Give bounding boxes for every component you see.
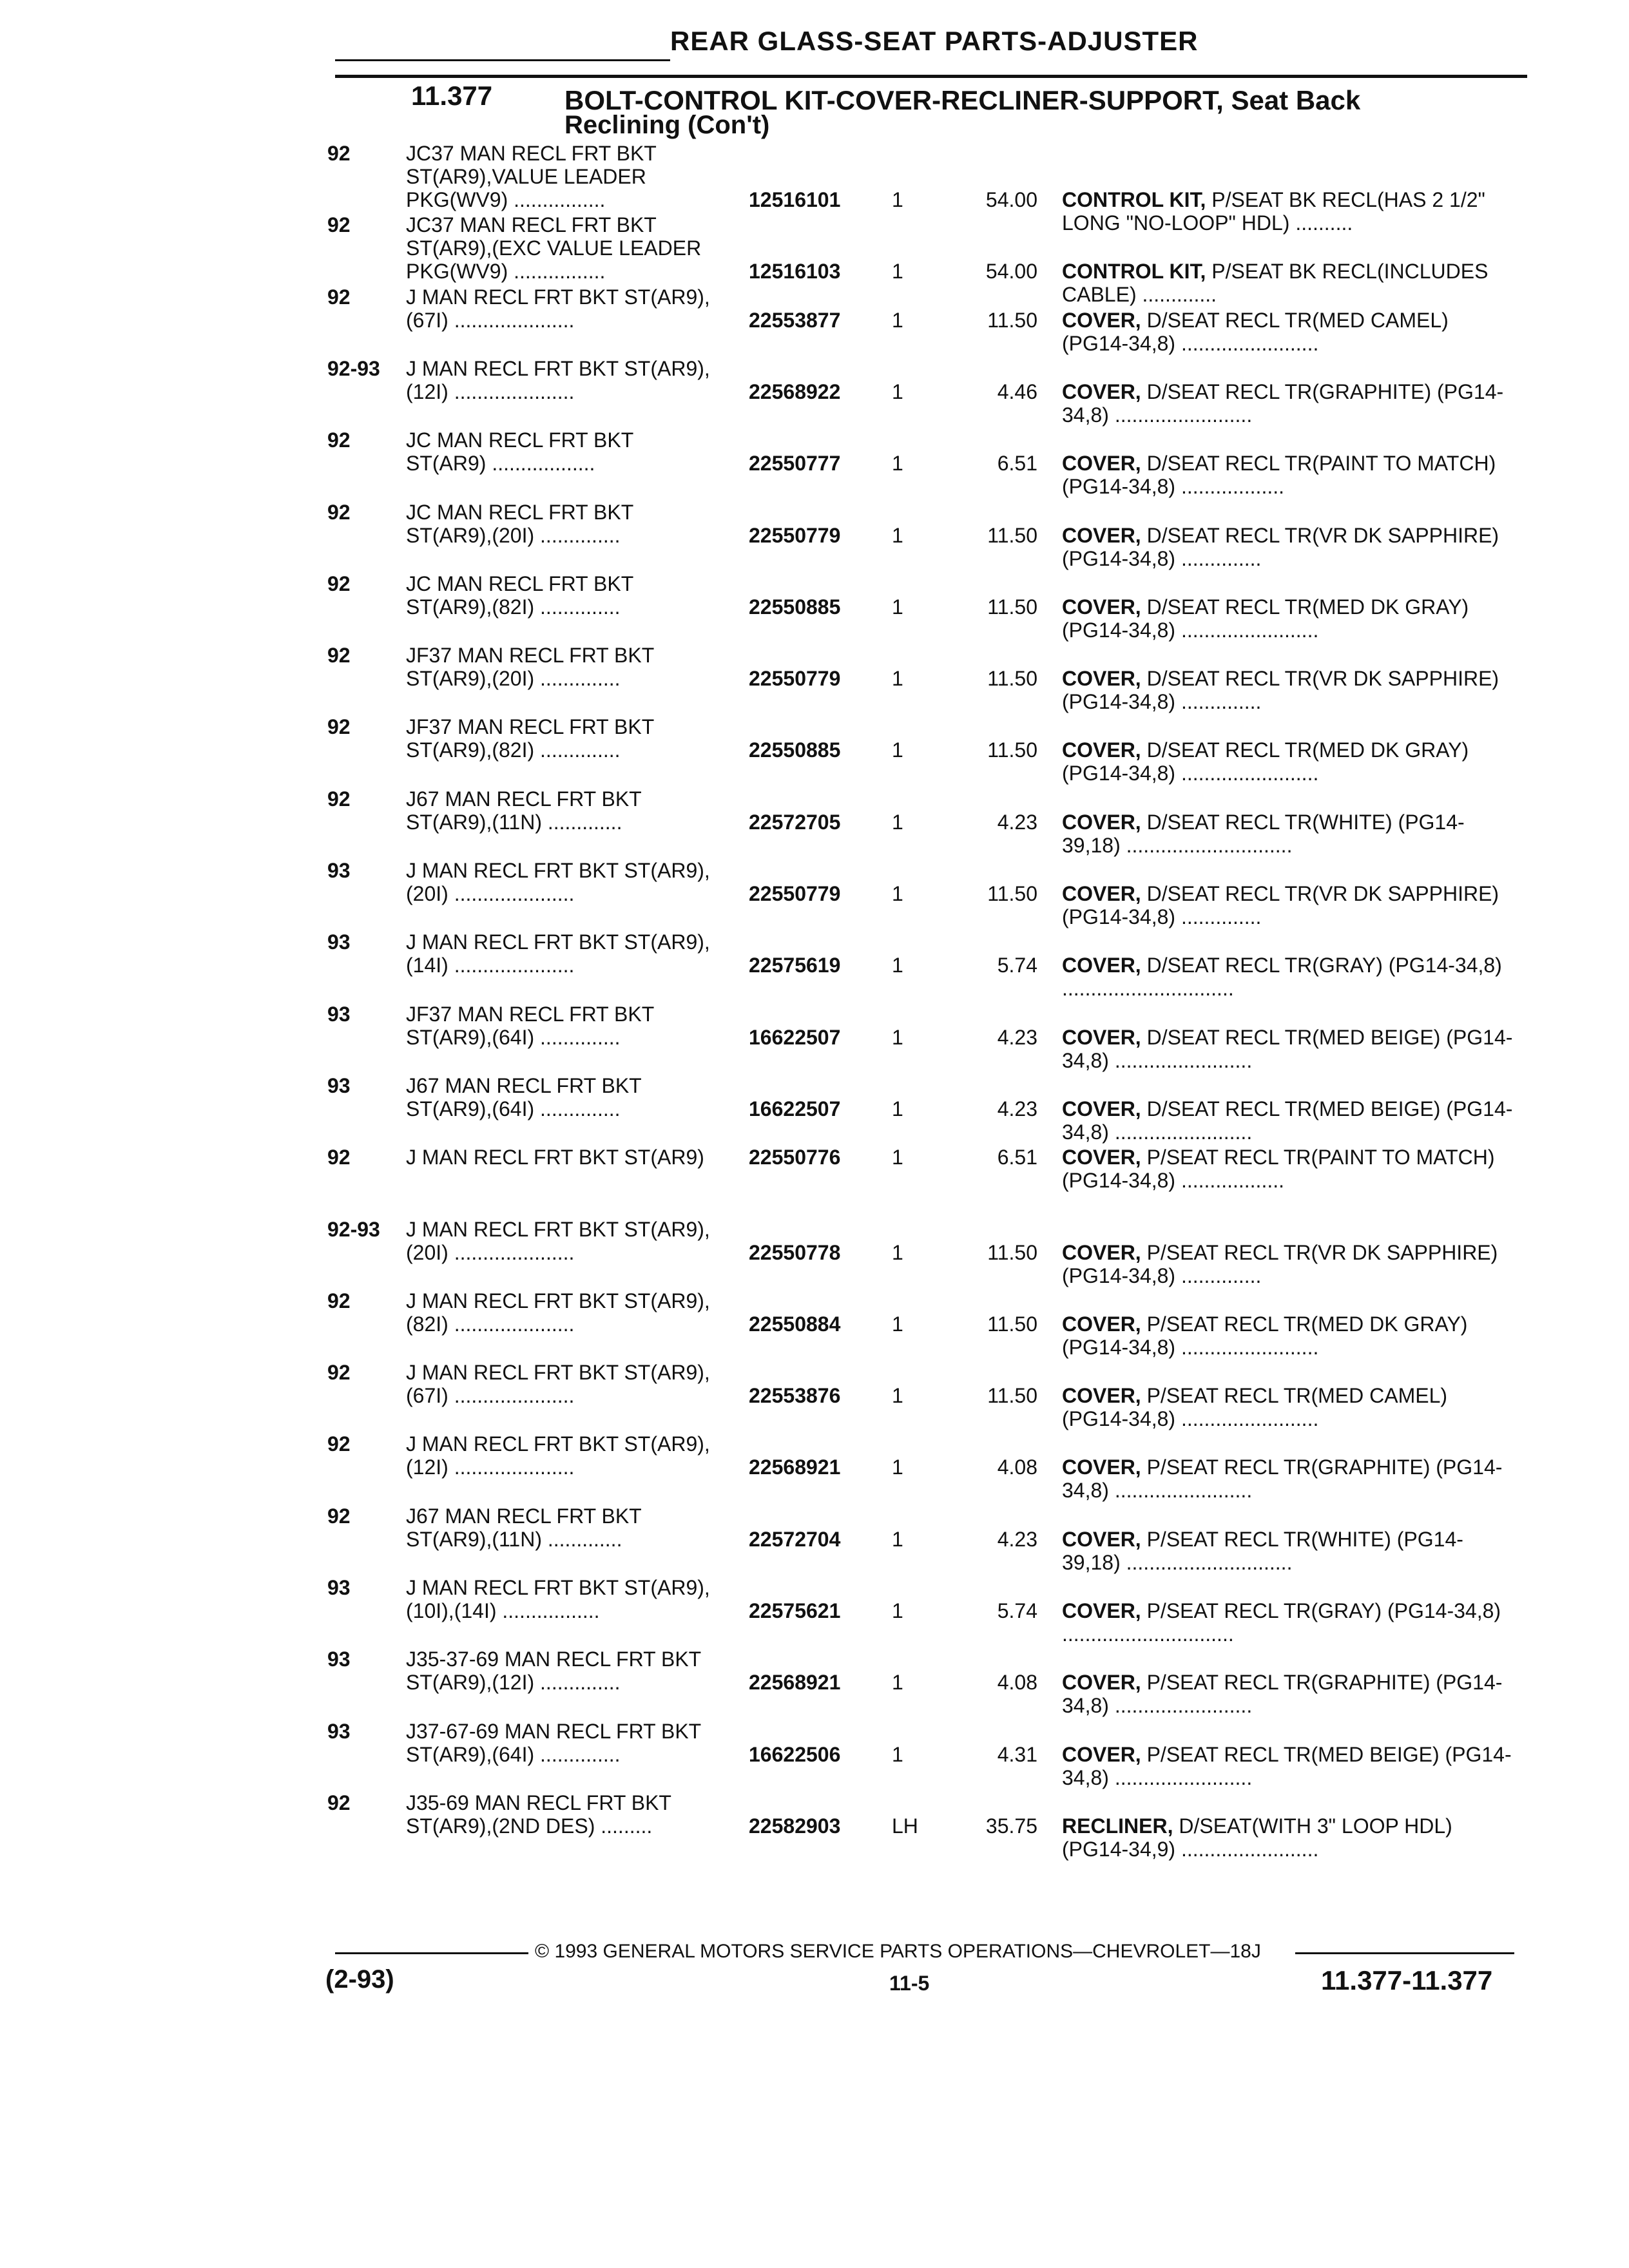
model-year: 92 (327, 1146, 351, 1169)
price: 4.23 (997, 810, 1037, 834)
part-number: 22550884 (749, 1312, 841, 1336)
quantity: 1 (892, 1146, 903, 1169)
quantity: 1 (892, 260, 903, 284)
model-description: J67 MAN RECL FRT BKT ST(AR9),(64I) .............. (406, 1073, 642, 1120)
part-name (1062, 524, 1513, 570)
part-name (1062, 882, 1513, 928)
table-row (0, 142, 1629, 235)
model-year: 92 (327, 285, 351, 309)
part-name-heading: COVER, (1062, 1146, 1141, 1169)
price: 4.46 (997, 380, 1037, 403)
model-year: 92 (327, 213, 351, 237)
model-year: 93 (327, 1648, 351, 1671)
model-description: J MAN RECL FRT BKT ST(AR9), (10I),(14I) ................. (406, 1576, 710, 1622)
quantity: 1 (892, 523, 903, 547)
quantity: 1 (892, 1312, 903, 1336)
footer-rule-right (1295, 1952, 1514, 1954)
model-year: 92 (327, 428, 351, 452)
part-name-detail: P/SEAT RECL TR(MED BEIGE) (PG14-34,8) ........................ (1062, 1742, 1512, 1789)
price: 54.00 (985, 260, 1037, 284)
part-name (1062, 1146, 1513, 1192)
model-description: J37-67-69 MAN RECL FRT BKT ST(AR9),(64I) .............. (406, 1719, 702, 1766)
model-year: 92 (327, 1289, 351, 1312)
part-name-detail: D/SEAT RECL TR(MED DK GRAY) (PG14-34,8) ........................ (1062, 738, 1469, 785)
part-number: 12516103 (749, 260, 841, 284)
part-name-heading: COVER, (1062, 1456, 1141, 1479)
model-year: 92-93 (327, 1217, 380, 1241)
part-number: 22550885 (749, 738, 841, 762)
part-number: 22553877 (749, 308, 841, 332)
price: 4.31 (997, 1742, 1037, 1766)
part-name-heading: COVER, (1062, 1097, 1141, 1120)
table-row (0, 572, 1629, 644)
part-number: 16622507 (749, 1097, 841, 1120)
part-name-heading: COVER, (1062, 380, 1141, 403)
quantity: 1 (892, 1025, 903, 1049)
part-name-heading: COVER, (1062, 1527, 1141, 1551)
part-name-detail: D/SEAT(WITH 3" LOOP HDL) (PG14-34,9) ........................ (1062, 1814, 1452, 1861)
model-year: 92 (327, 644, 351, 668)
part-name-detail: P/SEAT RECL TR(MED CAMEL) (PG14-34,8) ........................ (1062, 1384, 1448, 1431)
header-rule-thin (335, 59, 670, 61)
part-name-heading: COVER, (1062, 523, 1141, 547)
table-row (0, 1003, 1629, 1075)
part-name-detail: P/SEAT RECL TR(MED DK GRAY) (PG14-34,8) ........................ (1062, 1312, 1468, 1359)
price: 11.50 (987, 1240, 1037, 1264)
model-description: JC MAN RECL FRT BKT ST(AR9),(82I) .............. (406, 572, 634, 619)
part-number: 22572704 (749, 1527, 841, 1551)
part-name-heading: COVER, (1062, 738, 1141, 762)
part-name-heading: COVER, (1062, 1312, 1141, 1336)
part-number: 22568921 (749, 1456, 841, 1479)
price: 5.74 (997, 1599, 1037, 1622)
part-name-heading: COVER, (1062, 595, 1141, 619)
model-description: J MAN RECL FRT BKT ST(AR9), (20I) ..................... (406, 859, 710, 905)
part-name-detail: D/SEAT RECL TR(VR DK SAPPHIRE) (PG14-34,8) .............. (1062, 882, 1499, 928)
model-year: 92 (327, 572, 351, 595)
table-row (0, 859, 1629, 931)
part-name-detail: P/SEAT RECL TR(PAINT TO MATCH) (PG14-34,8) .................. (1062, 1146, 1495, 1193)
model-year: 93 (327, 1719, 351, 1743)
model-year: 93 (327, 1073, 351, 1097)
quantity: 1 (892, 1671, 903, 1695)
part-name-detail: P/SEAT RECL TR(GRAY) (PG14-34,8) .............................. (1062, 1599, 1501, 1646)
table-row (0, 428, 1629, 501)
price: 11.50 (987, 667, 1037, 691)
quantity: 1 (892, 188, 903, 211)
page-title: REAR GLASS-SEAT PARTS-ADJUSTER (670, 26, 1199, 56)
quantity: 1 (892, 1097, 903, 1120)
quantity: LH (892, 1814, 918, 1838)
part-name-heading: COVER, (1062, 882, 1141, 905)
quantity: 1 (892, 380, 903, 403)
table-row (0, 787, 1629, 860)
price: 11.50 (987, 308, 1037, 332)
table-row (0, 1504, 1629, 1577)
table-row (0, 1074, 1629, 1146)
part-number: 22582903 (749, 1814, 841, 1838)
model-year: 92 (327, 142, 351, 165)
model-description: J MAN RECL FRT BKT ST(AR9) (406, 1146, 704, 1169)
model-year: 92 (327, 1504, 351, 1528)
part-name-heading: CONTROL KIT, (1062, 188, 1206, 211)
part-name-detail: D/SEAT RECL TR(VR DK SAPPHIRE) (PG14-34,8) .............. (1062, 667, 1499, 714)
quantity: 1 (892, 1742, 903, 1766)
part-number: 22550777 (749, 452, 841, 476)
part-number: 22572705 (749, 810, 841, 834)
table-row (0, 1648, 1629, 1720)
price: 4.23 (997, 1527, 1037, 1551)
part-name-heading: COVER, (1062, 1384, 1141, 1408)
quantity: 1 (892, 1456, 903, 1479)
part-name (1062, 1528, 1513, 1574)
price: 11.50 (987, 1312, 1037, 1336)
table-row (0, 644, 1629, 716)
part-name (1062, 954, 1513, 1000)
model-description: J MAN RECL FRT BKT ST(AR9), (67I) ..................... (406, 285, 710, 332)
model-year: 92 (327, 500, 351, 524)
part-name-heading: COVER, (1062, 667, 1141, 691)
part-name-detail: D/SEAT RECL TR(WHITE) (PG14-39,18) ............................. (1062, 810, 1465, 857)
quantity: 1 (892, 308, 903, 332)
part-name-detail: D/SEAT RECL TR(MED CAMEL) (PG14-34,8) ........................ (1062, 308, 1449, 355)
model-description: J MAN RECL FRT BKT ST(AR9), (20I) ..................... (406, 1217, 710, 1264)
price: 6.51 (997, 1146, 1037, 1169)
quantity: 1 (892, 1384, 903, 1408)
part-name (1062, 452, 1513, 498)
part-name (1062, 811, 1513, 857)
part-name-detail: D/SEAT RECL TR(VR DK SAPPHIRE) (PG14-34,8) .............. (1062, 523, 1499, 570)
part-name (1062, 1026, 1513, 1072)
quantity: 1 (892, 667, 903, 691)
part-name (1062, 1743, 1513, 1789)
price: 4.08 (997, 1456, 1037, 1479)
part-name (1062, 1241, 1513, 1287)
model-year: 92 (327, 1361, 351, 1385)
part-number: 22550885 (749, 595, 841, 619)
part-name-heading: COVER, (1062, 810, 1141, 834)
model-description: J67 MAN RECL FRT BKT ST(AR9),(11N) ............. (406, 787, 642, 834)
part-number: 22550778 (749, 1240, 841, 1264)
price: 35.75 (985, 1814, 1037, 1838)
price: 4.23 (997, 1097, 1037, 1120)
part-name-detail: P/SEAT RECL TR(VR DK SAPPHIRE) (PG14-34,8) .............. (1062, 1240, 1498, 1287)
quantity: 1 (892, 1599, 903, 1622)
part-name-heading: COVER, (1062, 1671, 1141, 1695)
part-number: 22550776 (749, 1146, 841, 1169)
table-row (0, 1361, 1629, 1433)
part-number: 22550779 (749, 667, 841, 691)
model-year: 93 (327, 1002, 351, 1026)
part-name (1062, 1312, 1513, 1359)
part-name (1062, 667, 1513, 713)
part-name-detail: D/SEAT RECL TR(MED BEIGE) (PG14-34,8) ........................ (1062, 1025, 1513, 1072)
part-name-heading: COVER, (1062, 954, 1141, 977)
part-name-heading: COVER, (1062, 1025, 1141, 1049)
quantity: 1 (892, 810, 903, 834)
part-name (1062, 1384, 1513, 1430)
table-row (0, 357, 1629, 429)
part-name (1062, 738, 1513, 785)
part-name-heading: COVER, (1062, 452, 1141, 476)
part-number: 22568922 (749, 380, 841, 403)
model-description: J MAN RECL FRT BKT ST(AR9), (12I) ..................... (406, 1432, 710, 1479)
model-description: JC37 MAN RECL FRT BKT ST(AR9),VALUE LEADER PKG(WV9) ................ (406, 142, 657, 211)
header-rule-thick (335, 75, 1527, 78)
part-name-detail: D/SEAT RECL TR(GRAPHITE) (PG14-34,8) ........................ (1062, 380, 1504, 427)
part-name-heading: COVER, (1062, 308, 1141, 332)
part-name (1062, 1671, 1513, 1717)
model-year: 92 (327, 787, 351, 811)
part-name (1062, 1097, 1513, 1144)
table-row (0, 285, 1629, 358)
quantity: 1 (892, 595, 903, 619)
quantity: 1 (892, 1240, 903, 1264)
part-name (1062, 1814, 1513, 1861)
footer-rule-left (335, 1952, 528, 1954)
price: 4.23 (997, 1025, 1037, 1049)
model-description: J67 MAN RECL FRT BKT ST(AR9),(11N) ............. (406, 1504, 642, 1551)
table-row (0, 1146, 1629, 1218)
table-row (0, 213, 1629, 307)
table-row (0, 715, 1629, 787)
model-year: 92 (327, 1432, 351, 1456)
model-description: JC37 MAN RECL FRT BKT ST(AR9),(EXC VALUE LEADER PKG(WV9) ................ (406, 213, 702, 284)
price: 54.00 (985, 188, 1037, 211)
model-description: J35-37-69 MAN RECL FRT BKT ST(AR9),(12I) .............. (406, 1648, 702, 1695)
model-year: 92 (327, 1791, 351, 1814)
footer-page-number: 11-5 (889, 1972, 930, 1995)
model-description: J MAN RECL FRT BKT ST(AR9), (82I) ..................... (406, 1289, 710, 1336)
table-row (0, 1432, 1629, 1504)
part-name-detail: P/SEAT RECL TR(GRAPHITE) (PG14-34,8) ........................ (1062, 1671, 1503, 1718)
part-name (1062, 380, 1513, 427)
table-row (0, 501, 1629, 573)
part-name (1062, 1599, 1513, 1646)
model-year: 93 (327, 859, 351, 882)
model-description: J MAN RECL FRT BKT ST(AR9), (67I) ..................... (406, 1361, 710, 1408)
table-row (0, 1576, 1629, 1648)
part-name-detail: D/SEAT RECL TR(MED DK GRAY) (PG14-34,8) ........................ (1062, 595, 1469, 642)
price: 11.50 (987, 882, 1037, 905)
quantity: 1 (892, 1527, 903, 1551)
group-title-continued: Reclining (Con't) (564, 111, 770, 139)
model-year: 93 (327, 930, 351, 954)
quantity: 1 (892, 954, 903, 977)
part-number: 12516101 (749, 188, 841, 211)
table-row (0, 1289, 1629, 1361)
model-description: J MAN RECL FRT BKT ST(AR9), (14I) ..................... (406, 930, 710, 977)
part-name-detail: P/SEAT BK RECL(INCLUDES CABLE) ............. (1062, 260, 1489, 307)
page-header (335, 26, 1527, 77)
part-number: 22550779 (749, 882, 841, 905)
part-name-detail: P/SEAT RECL TR(WHITE) (PG14-39,18) ............................. (1062, 1527, 1463, 1574)
part-name-heading: COVER, (1062, 1240, 1141, 1264)
quantity: 1 (892, 882, 903, 905)
table-row (0, 1791, 1629, 1863)
part-number: 22575621 (749, 1599, 841, 1622)
model-year: 92 (327, 715, 351, 739)
part-name-heading: CONTROL KIT, (1062, 260, 1206, 284)
part-name-heading: RECLINER, (1062, 1814, 1173, 1838)
table-row (0, 1720, 1629, 1792)
part-number: 16622506 (749, 1742, 841, 1766)
price: 5.74 (997, 954, 1037, 977)
part-number: 22550779 (749, 523, 841, 547)
part-name-detail: D/SEAT RECL TR(GRAY) (PG14-34,8) .............................. (1062, 954, 1502, 1001)
model-description: JC MAN RECL FRT BKT ST(AR9),(20I) .............. (406, 500, 634, 547)
part-name-heading: COVER, (1062, 1599, 1141, 1622)
part-name-detail: D/SEAT RECL TR(PAINT TO MATCH) (PG14-34,8) .................. (1062, 452, 1496, 499)
quantity: 1 (892, 452, 903, 476)
model-description: JC MAN RECL FRT BKT ST(AR9) .................. (406, 428, 634, 476)
part-number: 16622507 (749, 1025, 841, 1049)
price: 11.50 (987, 523, 1037, 547)
group-number: 11.377 (411, 81, 493, 111)
group-title: BOLT-CONTROL KIT-COVER-RECLINER-SUPPORT, Seat Back (564, 85, 1361, 115)
quantity: 1 (892, 738, 903, 762)
footer-group-range: 11.377-11.377 (1321, 1965, 1493, 1995)
part-name (1062, 309, 1513, 355)
part-name-detail: P/SEAT RECL TR(GRAPHITE) (PG14-34,8) ........................ (1062, 1456, 1503, 1503)
table-row (0, 1218, 1629, 1290)
model-year: 93 (327, 1576, 351, 1599)
price: 11.50 (987, 595, 1037, 619)
part-name-heading: COVER, (1062, 1742, 1141, 1766)
model-description: JF37 MAN RECL FRT BKT ST(AR9),(64I) .............. (406, 1002, 655, 1049)
model-description: JF37 MAN RECL FRT BKT ST(AR9),(20I) .............. (406, 644, 655, 691)
footer-date: (2-93) (325, 1965, 394, 1994)
footer-copyright: © 1993 GENERAL MOTORS SERVICE PARTS OPERATIONS—CHEVROLET—18J (535, 1941, 1261, 1962)
model-description: J35-69 MAN RECL FRT BKT ST(AR9),(2ND DES) ......... (406, 1791, 671, 1838)
price: 11.50 (987, 1384, 1037, 1408)
part-number: 22568921 (749, 1671, 841, 1695)
part-name (1062, 595, 1513, 642)
price: 6.51 (997, 452, 1037, 476)
part-name (1062, 1456, 1513, 1502)
model-description: JF37 MAN RECL FRT BKT ST(AR9),(82I) .............. (406, 715, 655, 762)
price: 11.50 (987, 738, 1037, 762)
price: 4.08 (997, 1671, 1037, 1695)
part-number: 22553876 (749, 1384, 841, 1408)
part-name-detail: D/SEAT RECL TR(MED BEIGE) (PG14-34,8) ........................ (1062, 1097, 1513, 1144)
part-name-detail: P/SEAT BK RECL(HAS 2 1/2" LONG "NO-LOOP" HDL) .......... (1062, 188, 1485, 235)
table-row (0, 930, 1629, 1003)
model-description: J MAN RECL FRT BKT ST(AR9), (12I) ..................... (406, 356, 710, 403)
part-number: 22575619 (749, 954, 841, 977)
model-year: 92-93 (327, 356, 380, 380)
